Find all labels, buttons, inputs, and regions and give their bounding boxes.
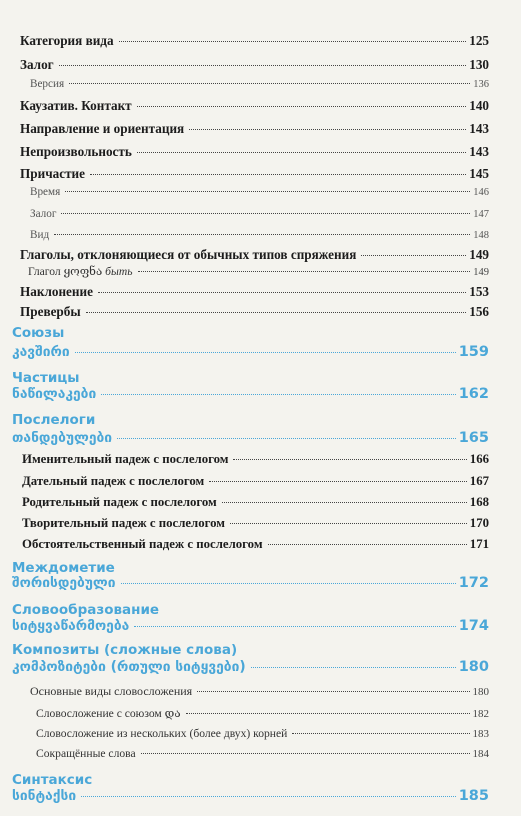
section-page-number: 162 (458, 386, 489, 402)
toc-entry-label: Творительный падеж с послелогом (22, 516, 225, 530)
toc-entry[interactable] (20, 57, 489, 73)
toc-subentry[interactable] (30, 229, 489, 241)
section-georgian-row[interactable] (12, 344, 489, 360)
toc-entry-label: Глагол ყოფნა быть (28, 265, 133, 278)
leader-dots (189, 129, 466, 130)
toc-page-number: 170 (469, 516, 489, 530)
leader-dots (209, 481, 467, 482)
leader-dots (86, 312, 467, 313)
leader-dots (138, 271, 471, 272)
section-georgian-row[interactable] (12, 659, 489, 675)
leader-dots (233, 459, 466, 460)
toc-entry[interactable] (20, 121, 489, 137)
section-title[interactable]: Частицы (12, 370, 80, 386)
toc-entry[interactable] (20, 98, 489, 114)
section-georgian-row[interactable] (12, 430, 489, 446)
leader-dots (90, 174, 466, 175)
section-title[interactable]: Междометие (12, 560, 115, 576)
toc-entry-label: Наклонение (20, 284, 93, 299)
section-georgian-title: თანდებულები (12, 430, 113, 446)
leader-dots (292, 733, 469, 734)
toc-entry-label: Словосложение с союзом და (36, 707, 181, 720)
toc-page-number: 143 (469, 144, 489, 159)
leader-dots (137, 152, 466, 153)
toc-subentry[interactable] (36, 747, 489, 760)
toc-entry-label: Вид (30, 229, 50, 241)
toc-entry[interactable] (20, 144, 489, 160)
toc-entry[interactable] (22, 474, 489, 489)
toc-subentry[interactable] (30, 208, 489, 220)
leader-dots (61, 213, 470, 214)
toc-entry[interactable] (20, 284, 489, 300)
leader-dots (101, 394, 456, 395)
toc-entry-label: Словосложение из нескольких (более двух) корней (36, 727, 288, 740)
section-georgian-title: სიტყვაწარმოება (12, 618, 130, 634)
toc-subentry[interactable] (30, 78, 489, 90)
toc-entry-label: Категория вида (20, 33, 114, 48)
toc-page-number: 143 (469, 121, 489, 136)
toc-entry-label: Каузатив. Контакт (20, 98, 132, 113)
toc-page-number: 125 (469, 33, 489, 48)
leader-dots (141, 753, 470, 754)
section-title[interactable]: Синтаксис (12, 772, 93, 788)
section-georgian-title: კავშირი (12, 344, 70, 360)
section-georgian-title: ნაწილაკები (12, 386, 97, 402)
section-georgian-title: სინტაქსი (12, 788, 77, 804)
toc-entry[interactable] (22, 495, 489, 510)
leader-dots (75, 352, 456, 353)
leader-dots (230, 523, 467, 524)
toc-page-number: 130 (469, 57, 489, 72)
toc-page-number: 167 (469, 474, 489, 488)
toc-page-number: 148 (473, 230, 489, 241)
toc-page-number: 149 (469, 247, 489, 262)
gloss-word: быть (105, 265, 133, 278)
toc-entry-label: Непроизвольность (20, 144, 132, 159)
leader-dots (251, 667, 456, 668)
toc-entry[interactable] (30, 684, 489, 699)
leader-dots (98, 292, 466, 293)
section-page-number: 185 (458, 788, 489, 804)
section-georgian-row[interactable] (12, 575, 489, 591)
toc-entry[interactable] (20, 166, 489, 182)
leader-dots (361, 255, 466, 256)
toc-entry-label: Залог (20, 57, 54, 72)
leader-dots (137, 106, 467, 107)
section-page-number: 172 (458, 575, 489, 591)
toc-page-number: 147 (473, 209, 489, 220)
toc-entry-label: Направление и ориентация (20, 121, 185, 136)
toc-page-number: 182 (472, 708, 489, 720)
leader-dots (121, 583, 456, 584)
toc-page-number: 153 (469, 284, 489, 299)
section-page-number: 174 (458, 618, 489, 634)
leader-dots (119, 41, 467, 42)
section-georgian-title: შორისდებული (12, 575, 116, 591)
toc-entry[interactable] (22, 452, 489, 467)
section-title[interactable]: Словообразование (12, 602, 160, 618)
leader-dots (59, 65, 467, 66)
section-title[interactable]: Композиты (сложные слова) (12, 642, 238, 658)
leader-dots (186, 713, 470, 714)
toc-subentry[interactable] (36, 727, 489, 740)
toc-entry-label: Родительный падеж с послелогом (22, 495, 217, 509)
toc-entry-label: Сокращённые слова (36, 747, 136, 760)
toc-subentry[interactable] (28, 264, 489, 278)
toc-page-number: 136 (473, 79, 489, 90)
toc-entry-label: Время (30, 186, 61, 198)
toc-page-number: 149 (473, 267, 489, 278)
toc-entry[interactable] (20, 33, 489, 49)
leader-dots (134, 626, 455, 627)
toc-entry-label: Превербы (20, 304, 81, 319)
toc-page-number: 145 (469, 166, 489, 181)
leader-dots (54, 234, 470, 235)
section-page-number: 180 (458, 659, 489, 675)
toc-entry-label: Причастие (20, 166, 86, 181)
leader-dots (69, 83, 470, 84)
toc-page-number: 156 (469, 304, 489, 319)
toc-entry[interactable] (20, 247, 489, 263)
toc-entry[interactable] (20, 304, 489, 320)
toc-entry-label: Дательный падеж с послелогом (22, 474, 205, 488)
leader-dots (197, 691, 469, 692)
section-georgian-row[interactable] (12, 386, 489, 402)
georgian-word: ყოფნა (63, 265, 103, 278)
section-page-number: 159 (458, 344, 489, 360)
leader-dots (268, 544, 467, 545)
toc-page-number: 180 (472, 686, 489, 698)
section-page-number: 165 (458, 430, 489, 446)
toc-entry-label: Именительный падеж с послелогом (22, 452, 229, 466)
toc-page-number: 184 (472, 748, 489, 760)
leader-dots (65, 191, 470, 192)
toc-entry-label: Обстоятельственный падеж с послелогом (22, 537, 263, 551)
toc-page-number: 146 (473, 187, 489, 198)
section-title[interactable]: Послелоги (12, 412, 96, 428)
toc-page-number: 183 (472, 728, 489, 740)
leader-dots (117, 438, 456, 439)
section-title[interactable]: Союзы (12, 325, 65, 341)
section-georgian-title: კომპოზიტები (რთული სიტყვები) (12, 659, 246, 675)
leader-dots (81, 796, 456, 797)
section-georgian-row[interactable] (12, 618, 489, 634)
toc-entry[interactable] (22, 537, 489, 552)
toc-page-number: 171 (469, 537, 489, 551)
toc-entry[interactable] (22, 516, 489, 531)
toc-entry-label: Глаголы, отклоняющиеся от обычных типов спряжения (20, 247, 357, 262)
toc-subentry[interactable] (30, 186, 489, 198)
section-georgian-row[interactable] (12, 788, 489, 804)
toc-page-number: 168 (469, 495, 489, 509)
toc-entry-label: Версия (30, 78, 65, 90)
toc-page-number: 140 (469, 98, 489, 113)
toc-page-number: 166 (469, 452, 489, 466)
leader-dots (222, 502, 467, 503)
toc-entry-label: Залог (30, 208, 57, 220)
toc-subentry[interactable] (36, 706, 489, 720)
toc-entry-label: Основные виды словосложения (30, 684, 193, 698)
